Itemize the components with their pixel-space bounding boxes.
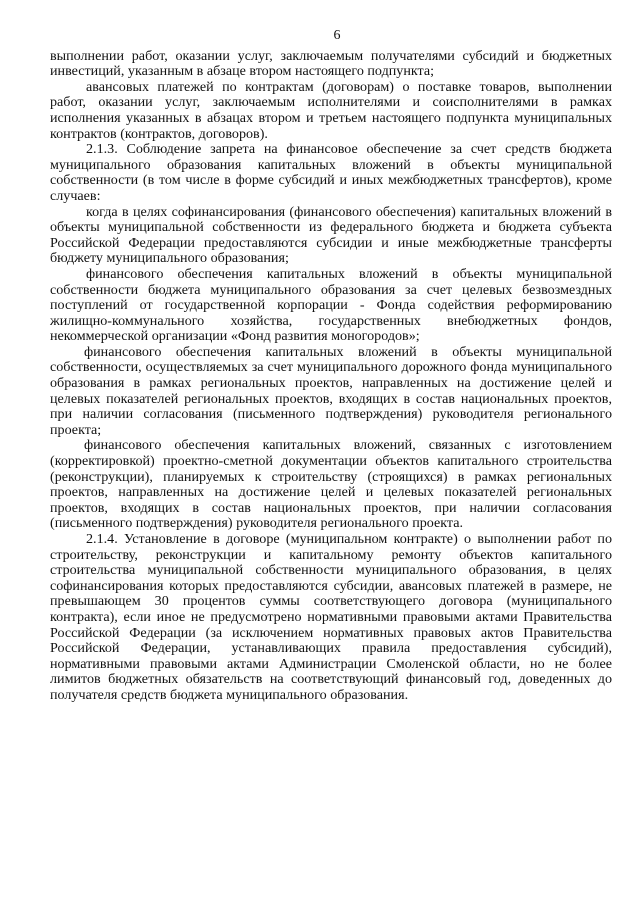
paragraph-fund-case: финансового обеспечения капитальных вложений в объекты муниципальной собственности бюджета муниципального образования за счет целевых безвозмездных поступлений от государственной корпорации - Фонда содействия реформированию жилищно-коммунального хозяйства, государственных внебюджетных фондов, некоммерческой организации «Фонд развития моногородов»; [50, 265, 612, 345]
paragraph-design-documentation-case: финансового обеспечения капитальных вложений, связанных с изготовлением (корректировкой) проектно-сметной документации объектов капитального строительства (реконструкции), планируемых к строительству (строящихся) в рамках региональных проектов, направленных на достижение целей и целевых показателей региональных проектов, входящих в состав национальных проектов, при наличии согласования (письменного подтверждения) руководителя регионального проекта. [50, 437, 612, 532]
paragraph-cofinancing-case: когда в целях софинансирования (финансового обеспечения) капитальных вложений в объекты муниципальной собственности из федерального бюджета и бюджета субъекта Российской Федерации предоставляются субсидии и иные межбюджетные трансферты бюджету муниципального образования; [50, 203, 612, 267]
paragraph-road-fund-case: финансового обеспечения капитальных вложений в объекты муниципальной собственности, осуществляемых за счет муниципального дорожного фонда муниципального образования в рамках региональных проектов, направленных на достижение целей и целевых показателей региональных проектов, входящих в состав национальных проектов, при наличии согласования (письменного подтверждения) руководителя регионального проекта; [50, 343, 612, 438]
paragraph-2-1-3: 2.1.3. Соблюдение запрета на финансовое обеспечение за счет средств бюджета муниципального образования капитальных вложений в объекты муниципальной собственности (в том числе в форме субсидий и иных межбюджетных трансфертов), кроме случаев: [50, 141, 612, 204]
paragraph-continuation: выполнении работ, оказании услуг, заключаемым получателями субсидий и бюджетных инвестиций, указанным в абзаце втором настоящего подпункта; [50, 47, 612, 80]
document-page [50, 28, 612, 704]
paragraph-advance-payments: авансовых платежей по контрактам (договорам) о поставке товаров, выполнении работ, оказании услуг, заключаемым исполнителями и соисполнителями в рамках исполнения указанных в абзацах втором и третьем настоящего подпункта муниципальных контрактов (контрактов, договоров). [50, 78, 612, 142]
page-number: 6 [333, 28, 341, 43]
paragraph-2-1-4: 2.1.4. Установление в договоре (муниципальном контракте) о выполнении работ по строительству, реконструкции и капитальному ремонту объектов капитального строительства муниципальной собственности муниципального образования, в целях софинансирования которых предоставляются субсидии, авансовых платежей в размере, не превышающем 30 процентов суммы соответствующего договора (муниципального контракта), если иное не предусмотрено нормативными правовыми актами Правительства Российской Федерации (за исключением нормативных правовых актов Правительства Российской Федерации, устанавливающих правила предоставления субсидий), нормативными правовыми актами Администрации Смоленской области, но не более лимитов бюджетных обязательств на соответствующий финансовый год, доведенных до получателя средств бюджета муниципального образования. [50, 531, 612, 703]
